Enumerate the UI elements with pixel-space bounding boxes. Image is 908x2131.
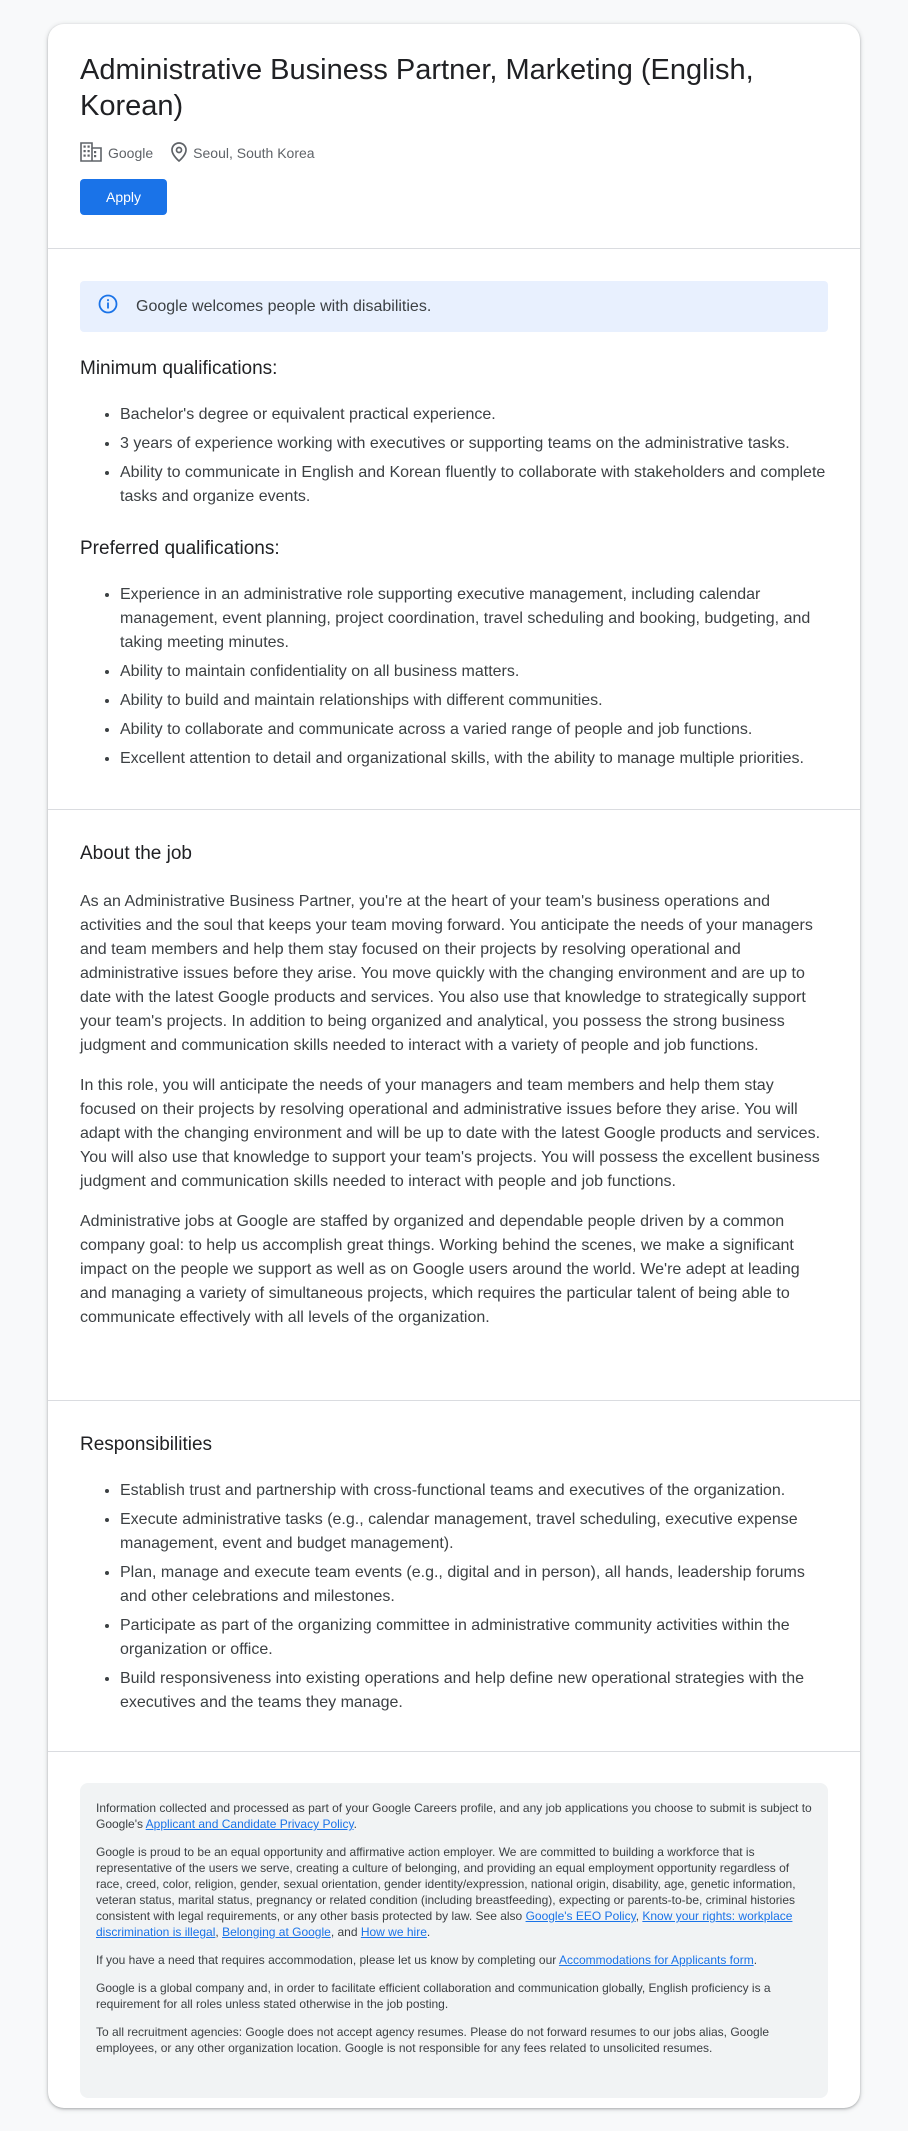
job-card bbox=[48, 24, 860, 2108]
list-item: • Experience in an administrative role supporting executive management, including calendar management, event planning, project coordination, travel scheduling and booking, budgeting, and taking meeting minutes. bbox=[120, 583, 828, 655]
minimum-qualifications-list bbox=[80, 403, 828, 509]
accommodations-form-link[interactable]: Accommodations for Applicants form bbox=[558, 1953, 754, 1967]
privacy-paragraph: Information collected and processed as part of your Google Careers profile, and any job applications you choose to submit is subject to Google's Applicant and Candidate Privacy Policy. bbox=[96, 1801, 812, 1831]
preferred-qualifications-list bbox=[80, 583, 828, 771]
location-info bbox=[171, 142, 314, 165]
list-item: • Plan, manage and execute team events (e.g., digital and in person), all hands, leadership forums and other celebrations and milestones. bbox=[120, 1561, 828, 1609]
how-we-hire-link[interactable]: How we hire bbox=[360, 1925, 427, 1939]
legal-section bbox=[48, 1752, 860, 2098]
about-paragraph: In this role, you will anticipate the needs of your managers and team members and help them stay focused on their projects by resolving operational and administrative issues before they arise. You will adapt with the changing environment and will be up to date with the latest Google products and services. You will also use that knowledge to support your team's projects. You will possess the excellent business judgment and communication skills needed to interact with people and job functions. bbox=[80, 1077, 821, 1190]
location-pin-icon bbox=[171, 142, 193, 165]
about-paragraph: Administrative jobs at Google are staffed by organized and dependable people driven by a common company goal: to help us accomplish great things. Working behind the scenes, we make a significant impact on the people we support as well as on Google users around the world. We're adept at leading and managing a variety of simultaneous projects, which requires the particular talent of being able to communicate effectively with all levels of the organization. bbox=[80, 1213, 800, 1326]
list-item: • Participate as part of the organizing committee in administrative community activities within the organization or office. bbox=[120, 1614, 828, 1662]
privacy-policy-link[interactable]: Applicant and Candidate Privacy Policy bbox=[145, 1817, 354, 1831]
job-header bbox=[48, 24, 860, 249]
disability-notice bbox=[80, 281, 828, 332]
list-item: • Ability to communicate in English and Korean fluently to collaborate with stakeholders and complete tasks and organize events. bbox=[120, 461, 828, 509]
building-icon bbox=[80, 142, 108, 165]
preferred-qualifications-heading: Preferred qualifications: bbox=[80, 538, 280, 559]
list-item: • Execute administrative tasks (e.g., calendar management, travel scheduling, executive expense management, event and budget management). bbox=[120, 1508, 828, 1556]
qualifications-section bbox=[48, 249, 860, 810]
apply-button[interactable]: Apply bbox=[80, 179, 167, 215]
company-name: Google bbox=[108, 145, 154, 161]
info-icon bbox=[98, 294, 136, 319]
agencies-paragraph: To all recruitment agencies: Google does not accept agency resumes. Please do not forward resumes to our jobs alias, Google employees, or any other organization location. Google is not responsible for any fees related to unsolicited resumes. bbox=[96, 2025, 770, 2055]
job-meta bbox=[80, 141, 828, 165]
page-title: Administrative Business Partner, Marketing (English, Korean) bbox=[80, 54, 754, 122]
english-paragraph: Google is a global company and, in order to facilitate efficient collaboration and communication globally, English proficiency is a requirement for all roles unless stated otherwise in the job posting. bbox=[96, 1981, 771, 2011]
know-your-rights-link[interactable]: Know your rights: workplace discrimination is illegal bbox=[96, 1909, 793, 1939]
about-heading: About the job bbox=[80, 843, 192, 864]
responsibilities-list bbox=[80, 1479, 828, 1715]
notice-text: Google welcomes people with disabilities. bbox=[136, 297, 432, 315]
location-name: Seoul, South Korea bbox=[193, 145, 315, 161]
about-section bbox=[48, 810, 860, 1401]
about-paragraph: As an Administrative Business Partner, you're at the heart of your team's business operations and activities and the soul that keeps your team moving forward. You anticipate the needs of your managers and team members and help them stay focused on their projects by resolving operational and administrative issues before they arise. You move quickly with the changing environment and are up to date with the latest Google products and services. You also use that knowledge to strategically support your team's projects. In addition to being organized and analytical, you possess the strong business judgment and communication skills needed to interact with a variety of people and job functions. bbox=[80, 893, 813, 1054]
list-item: • Ability to maintain confidentiality on all business matters. bbox=[120, 660, 828, 684]
list-item: • Build responsiveness into existing operations and help define new operational strategies with the executives and the teams they manage. bbox=[120, 1667, 828, 1715]
list-item: • Ability to build and maintain relationships with different communities. bbox=[120, 689, 828, 713]
responsibilities-section bbox=[48, 1401, 860, 1752]
minimum-qualifications-heading: Minimum qualifications: bbox=[80, 358, 278, 379]
responsibilities-heading: Responsibilities bbox=[80, 1434, 213, 1455]
list-item: • Bachelor's degree or equivalent practical experience. bbox=[120, 403, 828, 427]
list-item: • 3 years of experience working with executives or supporting teams on the administrative tasks. bbox=[120, 432, 828, 456]
list-item: • Excellent attention to detail and organizational skills, with the ability to manage multiple priorities. bbox=[120, 747, 828, 771]
eeo-policy-link[interactable]: Google's EEO Policy bbox=[525, 1909, 636, 1923]
legal-box bbox=[80, 1783, 828, 2098]
belonging-link[interactable]: Belonging at Google bbox=[222, 1925, 331, 1939]
accommodation-paragraph: If you have a need that requires accommodation, please let us know by completing our Accommodations for Applicants form. bbox=[96, 1953, 758, 1967]
list-item: • Establish trust and partnership with cross-functional teams and executives of the organization. bbox=[120, 1479, 828, 1503]
eeo-paragraph: Google is proud to be an equal opportunity and affirmative action employer. We are committed to building a workforce that is representative of the users we serve, creating a culture of belonging, and providing an equal employment opportunity regardless of race, creed, color, religion, gender, sexual orientation, gender identity/expression, national origin, disability, age, genetic information, veteran status, marital status, pregnancy or related condition (including breastfeeding), expecting or parents-to-be, criminal histories consistent with legal requirements, or any other basis protected by law. See also Google's EEO Policy, Know your rights: workplace discrimination is illegal, Belonging at Google, and How we hire. bbox=[96, 1845, 796, 1939]
company-info bbox=[80, 142, 153, 165]
list-item: • Ability to collaborate and communicate across a varied range of people and job functions. bbox=[120, 718, 828, 742]
